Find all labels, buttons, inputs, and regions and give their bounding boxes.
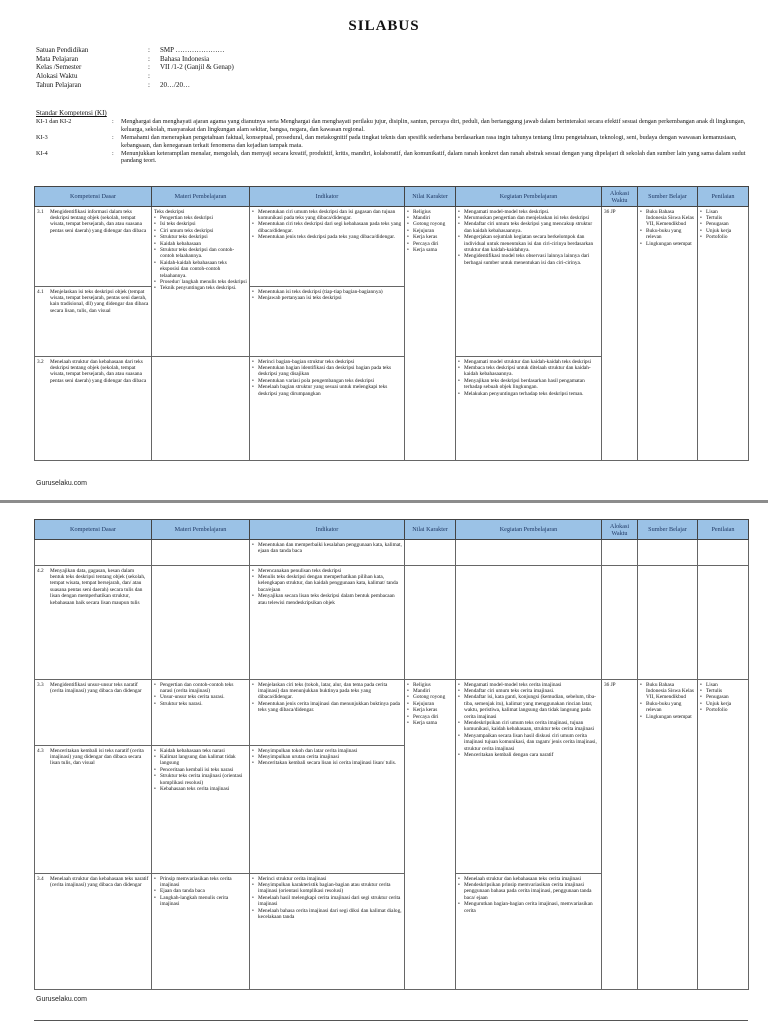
core-competency-block (36, 110, 748, 166)
list-item: • Menentukan jenis cerita imajinasi dan menunjukkan buktinya pada teks yang dibaca/didengar. (252, 701, 402, 714)
header-penilaian: Penilaian (698, 187, 749, 207)
meta-value: Bahasa Indonesia (160, 54, 210, 63)
kd-cell (35, 540, 152, 566)
ki-heading: Standar Kompetensi (KI) (36, 109, 107, 117)
indikator-cell (250, 746, 405, 874)
page-title: SILABUS (348, 18, 420, 34)
footer-site: Guruselaku.com (36, 480, 87, 487)
meta-value: 20…/20… (160, 80, 190, 89)
syllabus-table-2 (34, 519, 749, 990)
ki-row-3: KI-3 : Memahami dan menerapkan pengetahuan faktual, konseptual, prosedural, dan metakognitif pada tingkat teknis dan spesifik sederhana berdasarkan rasa ingin tahunya tentang ilmu pengetahuan, teknologi, seni, budaya dengan wawasan kemanusiaan, kebangsaan, dan kenegaraan terkait fenomena dan kejadian tampak mata. (36, 134, 748, 149)
ki-text: Memahami dan menerapkan pengetahuan faktual, konseptual, prosedural, dan metakognitif pada tingkat teknis dan spesifik sederhana berdasarkan rasa ingin tahunya tentang ilmu pengetahuan, teknologi, seni, budaya dengan wawasan kemanusiaan, kebangsaan, dan kenegaraan terkait fenomena dan kejadian tampak mata. (121, 134, 737, 149)
list-item: • Langkah-langkah menulis cerita imajinasi (154, 895, 247, 908)
list-item: • Tertulis (700, 215, 746, 221)
kd-text: Menjelaskan isi teks deskripsi objek (tempat wisata, tempat bersejarah, pentas seni daerah, kain tradisional, dll) yang didengar dan dibaca secara lisan, tulis, dan visual (50, 288, 149, 314)
meta-value (160, 72, 366, 81)
kd-number: 3.3 (37, 681, 44, 688)
penilaian-cell (698, 540, 749, 566)
list-item: • Kejujuran (407, 701, 453, 707)
list-item: • Menelaah struktur dan kebahasaan teks cerita imajinasi (458, 876, 599, 882)
kd-cell (35, 874, 152, 990)
penilaian-cell (698, 566, 749, 680)
list-item: • Isi teks deskripsi (154, 221, 247, 227)
list-item: • Kerja keras (407, 707, 453, 713)
kd-text: Menelaah struktur dan kebahasaan teks naratif (cerita imajinasi) yang dibaca dan didengar (50, 875, 149, 888)
list-item: • Mengamati model-model teks cerita imajinasi (458, 682, 599, 688)
alokasi-cell: 36 JP (602, 207, 638, 461)
kegiatan-cell (456, 680, 602, 874)
kegiatan-cell (456, 207, 602, 357)
list-item: • Percaya diri (407, 714, 453, 720)
list-item: • Menentukan jenis teks deskripsi pada teks yang dibaca/didengar. (252, 234, 402, 240)
header-nilai: Nilai Karakter (405, 187, 456, 207)
identity-row-year: Tahun Pelajaran : 20…/20… (36, 81, 366, 90)
indikator-cell (250, 874, 405, 990)
indikator-cell (250, 357, 405, 461)
header-materi: Materi Pembelajaran (152, 187, 250, 207)
list-item: • Struktur teks cerita imajinasi (orientasi komplikasi resolusi) (154, 773, 247, 786)
kd-cell (35, 746, 152, 874)
kd-number: 4.2 (37, 567, 44, 574)
identity-row-time: Alokasi Waktu : (36, 72, 366, 81)
list-item: • Kalimat langsung dan kalimat tidak langsung (154, 754, 247, 767)
list-item: • Menulis teks deskripsi dengan memperhatikan pilihan kata, kelengkapan struktur, dan kaidah penggunaan kata, kalimat/ tanda baca/ejaan (252, 574, 402, 593)
list-item: • Menelaah bahasa cerita imajinasi dari segi diksi dan kalimat dialog, kecelakaan tanda (252, 908, 402, 921)
list-item: • Menentukan dan memperbaiki kesalahan penggunaan kata, kalimat, ejaan dan tanda baca (252, 542, 402, 555)
header-indikator: Indikator (250, 187, 405, 207)
list-item: • Menentukan isi teks deskripsi (tiap-tiap bagian-bagiannya) (252, 289, 402, 295)
kd-cell (35, 566, 152, 680)
kd-text: Menelaah struktur dan kebahasaan dari teks deskripsi tentang objek (sekolah, tempat wisata, tempat bersejarah, dan atau suasana pentas seni daerah) yang didengar dan dibaca (50, 358, 147, 384)
list-item: • Buku Bahasa Indonesia Siswa Kelas VII, Kemendikbud (640, 682, 695, 701)
ki-text: Menghargai dan menghayati ajaran agama yang dianutnya serta Menghargai dan menghayati perilaku jujur, disiplin, santun, percaya diri, peduli, dan bertanggung jawab dalam berinteraksi secara efektif sesuai dengan perkembangan anak di lingkungan, keluarga, sekolah, masyarakat dan lingkungan alam sekitar, bangsa, negara, dan kawasan regional. (121, 118, 746, 133)
list-item: • Penceritaan kembali isi teks narasi (154, 767, 247, 773)
kegiatan-cell (456, 566, 602, 680)
list-item: • Melakukan penyuntingan terhadap teks deskripsi teman. (458, 391, 599, 397)
kd-number: 4.1 (37, 288, 44, 295)
header-alokasi: Alokasi Waktu (602, 520, 638, 540)
list-item: • Kaidah-kaidah kebahasaan teks eksposisi dan contoh-contoh telaahannya. (154, 260, 247, 279)
ki-label: KI-4 (36, 150, 48, 158)
list-item: • Mendeskripsikan prinsip memvariasikan cerita imajinasi penggunaan bahasa pada cerita imajinasi, penggunaan tanda baca/ ejaan (458, 882, 599, 901)
ki-text: Menunjukkan keterampilan menalar, mengolah, dan menyaji secara kreatif, produktif, kritis, mandiri, kolaboratif, dan komunikatif, dalam ranah konkret dan ranah abstrak sesuai dengan yang dipelajari di sekolah dan sumber lain yang sama dalam sudut pandang teori. (121, 150, 746, 165)
list-item: • Menyajikan secara lisan teks deskripsi dalam bentuk pembacaan atau telewisi mendeskripsikan objek (252, 593, 402, 606)
identity-row-class: Kelas /Semester : VII /1-2 (Ganjil & Genap) (36, 63, 366, 72)
kd-number: 3.2 (37, 358, 44, 365)
list-item: • Menelaah bagian struktur yang sesuai untuk melengkapi teks deskripsi yang dirumpangkan (252, 384, 402, 397)
sumber-cell (638, 566, 698, 680)
list-item: • Mandiri (407, 688, 453, 694)
meta-label: Kelas /Semester (36, 63, 82, 72)
alokasi-cell (602, 540, 638, 566)
header-kd: Kompetensi Dasar (35, 187, 152, 207)
indikator-cell (250, 566, 405, 680)
list-item: • Teknik penyuntingan teks deskripsi. (154, 285, 247, 291)
list-item: • Kaidah kebahasaan teks narasi (154, 748, 247, 754)
list-item: • Prinsip memvariasikan teks cerita imajinasi (154, 876, 247, 889)
list-item: • Pengertian teks deskripsi (154, 215, 247, 221)
list-item: • Kaidah kebahasaan (154, 241, 247, 247)
list-item: • Lisan (700, 209, 746, 215)
materi-cell (152, 207, 250, 357)
list-item: • Mendeskripsikan ciri umum teks cerita imajinasi, tujuan komunikasi, kaidah kebahasaan, struktur teks cerita imajinasi (458, 720, 599, 733)
list-item: • Mendaftar ciri umum teks deskripsi yang mencakup struktur dan kaidah kebahasaannya. (458, 221, 599, 234)
kd-text: Mengidentifikasi unsur-unsur teks naratif (cerita imajinasi) yang dibaca dan didengar (50, 681, 142, 694)
list-item: • Menentukan ciri teks deskripsi dari segi kebahasaan pada teks yang dibaca/didengar. (252, 221, 402, 234)
list-item: • Lingkungan setempat (640, 714, 695, 720)
kd-cell (35, 287, 152, 357)
kegiatan-cell (456, 874, 602, 990)
list-item: • Lingkungan setempat (640, 241, 695, 247)
list-item: • Pengertian dan contoh-contoh teks narasi (cerita imajinasi) (154, 682, 247, 695)
syllabus-page-1 (0, 0, 768, 500)
materi-cell (152, 874, 250, 990)
list-item: • Kejujuran (407, 228, 453, 234)
list-item: • Menyampaikan secara lisan hasil diskusi ciri umum cerita imajinasi tujuan komunikasi, dan ragam/ jenis cerita imajinasi, struktur cerita imajinasi (458, 733, 599, 752)
kd-number: 4.3 (37, 747, 44, 754)
header-penilaian: Penilaian (698, 520, 749, 540)
list-item: • Merumuskan pengertian dan menjelaskan isi teks deskripsi (458, 215, 599, 221)
meta-label: Mata Pelajaran (36, 54, 79, 63)
list-item: • Unsur-unsur teks cerita narasi. (154, 694, 247, 700)
list-item: • Membaca teks deskripsi untuk ditelaah struktur dan kaidah-kaidah kebahasaannya. (458, 365, 599, 378)
list-item: • Kebahasaan teks cerita imajinasi (154, 786, 247, 792)
list-item: • Tertulis (700, 688, 746, 694)
kegiatan-cell (456, 357, 602, 461)
list-item: • Mandiri (407, 215, 453, 221)
list-item: • Kerja sama (407, 247, 453, 253)
kegiatan-cell (456, 540, 602, 566)
list-item: • Menyimpulkan urutan cerita imajinasi (252, 754, 402, 760)
list-item: • Unjuk kerja (700, 701, 746, 707)
ki-row-4: KI-4 : Menunjukkan keterampilan menalar, mengolah, dan menyaji secara kreatif, produktif, kritis, mandiri, kolaboratif, dan komunikatif, dalam ranah konkret dan ranah abstrak sesuai dengan yang dipelajari di sekolah dan sumber lain yang sama dalam sudut pandang teori. (36, 150, 748, 165)
list-item: • Merencanakan penulisan teks deskripsi (252, 568, 402, 574)
materi-cell (152, 540, 250, 566)
list-item: • Mengurutkan bagian-bagian cerita imajinasi, memvariasikan cerita (458, 901, 599, 914)
list-item: • Menjawab pertanyaan isi teks deskripsi (252, 295, 402, 301)
list-item: • Kerja sama (407, 720, 453, 726)
nilai-cell (405, 566, 456, 680)
nilai-cell (405, 207, 456, 461)
meta-label: Satuan Pendidikan (36, 46, 89, 54)
list-item: • Unjuk kerja (700, 228, 746, 234)
indikator-cell (250, 207, 405, 287)
sumber-cell (638, 680, 698, 990)
kd-text: Mengidentifikasi informasi dalam teks deskripsi tentang objek (sekolah, tempat wisata, tempat bersejarah, dan atau suasana pentas seni daerah) yang didengar dan dibaca (50, 208, 147, 234)
list-item: • Ejaan dan tanda baca (154, 888, 247, 894)
header-kegiatan: Kegiatan Pembelajaran (456, 187, 602, 207)
list-item: • Gotong royong (407, 694, 453, 700)
list-item: • Penugasan (700, 221, 746, 227)
header-sumber: Sumber Belajar (638, 520, 698, 540)
penilaian-cell (698, 207, 749, 461)
indikator-cell (250, 540, 405, 566)
materi-cell (152, 680, 250, 746)
list-item: • Penugasan (700, 694, 746, 700)
meta-value: VII /1-2 (Ganjil & Genap) (160, 63, 234, 72)
ki-label: KI-3 (36, 134, 48, 142)
list-item: • Buku-buku yang relevan (640, 228, 695, 241)
header-kd: Kompetensi Dasar (35, 520, 152, 540)
footer-site: Guruselaku.com (36, 996, 87, 1003)
nilai-cell (405, 540, 456, 566)
meta-value: SMP ………………… (160, 46, 225, 54)
list-item: • Struktur teks deskripsi dan contoh-contoh telaahannya. (154, 247, 247, 260)
list-item: • Kerja keras (407, 234, 453, 240)
header-materi: Materi Pembelajaran (152, 520, 250, 540)
list-item: • Menentukan bagian identifikasi dan deskripsi bagian pada teks deskripsi yang disajikan (252, 365, 402, 378)
list-item: • Menyajikan teks deskripsi berdasarkan hasil pengamatan terhadap sebuah objek lingkungan. (458, 378, 599, 391)
penilaian-cell (698, 680, 749, 990)
sumber-cell (638, 207, 698, 461)
kd-number: 3.4 (37, 875, 44, 882)
header-nilai: Nilai Karakter (405, 520, 456, 540)
list-item: • Struktur teks deskripsi (154, 234, 247, 240)
list-item: • Gotong royong (407, 221, 453, 227)
list-item: • Buku-buku yang relevan (640, 701, 695, 714)
list-item: • Menceritakan kembali secara lisan isi cerita imajinasi lisan/ tulis. (252, 760, 402, 766)
kd-text: Menceritakan kembali isi teks naratif (cerita imajinasi) yang didengar dan dibaca secara lisan tulis, dan visual (50, 747, 144, 767)
list-item: • Buku Bahasa Indonesia Siswa Kelas VII, Kemendikbud (640, 209, 695, 228)
list-item: • Mendaftar isi, kata ganti, konjungsi (kemudian, sebelum, tiba-tiba, semenjak itu), kalimat yang menggunakan rincian latar, waktu, peristiwa, kalimat langsung dan tidak langsung pada cerita imajinasi (458, 694, 599, 720)
nilai-cell (405, 680, 456, 990)
kd-text: Menyajikan data, gagasan, kesan dalam bentuk teks deskripsi tentang objek (sekolah, tempat wisata, tempat bersejarah, dan/ atau suasana pentas seni daerah) secara tulis dan lisan dengan memperhatikan struktur, kebahasaan baik secara lisan maupun tulis (50, 567, 146, 606)
kd-cell (35, 357, 152, 461)
list-item: • Religius (407, 209, 453, 215)
syllabus-table-1 (34, 186, 749, 461)
list-item: • Menyimpulkan tokoh dan latar cerita imajinasi (252, 748, 402, 754)
list-item: • Mengerjakan sejumlah kegiatan secara berkelompok dan individual untuk menentukan isi dan ciri-cirinya berdasarkan struktur dan kaidah-kaidahnya. (458, 234, 599, 253)
list-item: • Portofolio (700, 234, 746, 240)
materi-cell (152, 357, 250, 461)
list-item: • Mengamati model-model teks deskripsi. (458, 209, 599, 215)
header-sumber: Sumber Belajar (638, 187, 698, 207)
indikator-cell (250, 680, 405, 746)
alokasi-cell: 36 JP (602, 680, 638, 990)
page-bottom-rule (34, 1020, 748, 1021)
header-kegiatan: Kegiatan Pembelajaran (456, 520, 602, 540)
list-item: • Mendaftar ciri umum teks cerita imajinasi. (458, 688, 599, 694)
list-item: • Lisan (700, 682, 746, 688)
list-item: • Ciri umum teks deskripsi (154, 228, 247, 234)
list-item: • Prosedur/ langkah menulis teks deskripsi (154, 279, 247, 285)
identity-block (36, 46, 366, 89)
meta-label: Tahun Pelajaran (36, 80, 82, 89)
identity-row-unit: Satuan Pendidikan : SMP ………………… (36, 46, 366, 55)
list-item: • Menyimpulkan karakteristik bagian-bagian atau struktur cerita imajinasi (orientasi komplikasi resolusi) (252, 882, 402, 895)
list-item: • Mengidentifikasi model teks observasi lainnya lainnya dari berbagai sumber untuk menentukan isi dan ciri-cirinya. (458, 253, 599, 266)
list-item: • Struktur teks narasi. (154, 701, 247, 707)
list-item: • Menentukan variasi pola pengembangan teks deskripsi (252, 378, 402, 384)
list-item: • Portofolio (700, 707, 746, 713)
materi-heading: Teks deskripsi (154, 208, 185, 215)
list-item: • Merinci bagian-bagian struktur teks deskripsi (252, 359, 402, 365)
syllabus-page-2 (0, 503, 768, 1024)
list-item: • Mengamati model struktur dan kaidah-kaidah teks deskripsi (458, 359, 599, 365)
ki-label: KI-1 dan KI-2 (36, 118, 72, 126)
meta-label: Alokasi Waktu (36, 72, 78, 81)
header-indikator: Indikator (250, 520, 405, 540)
ki-row-1-2: KI-1 dan KI-2 : Menghargai dan menghayati ajaran agama yang dianutnya serta Menghargai dan menghayati perilaku jujur, disiplin, santun, percaya diri, peduli, dan bertanggung jawab dalam berinteraksi secara efektif sesuai dengan perkembangan anak di lingkungan, keluarga, sekolah, masyarakat dan lingkungan alam sekitar, bangsa, negara, dan kawasan regional. (36, 118, 748, 133)
kd-cell (35, 207, 152, 287)
list-item: • Menentukan ciri umum teks deskripsi dan isi gagasan dan tujuan komunikasi pada teks yang dibaca/didengar. (252, 209, 402, 222)
list-item: • Menelaah hasil melengkapi cerita imajinasi dari segi struktur cerita imajinasi (252, 895, 402, 908)
header-alokasi: Alokasi Waktu (602, 187, 638, 207)
list-item: • Menjelaskan ciri teks (tokoh, latar, alur, dan tema pada cerita imajinasi) dan menunjukkan buktinya pada teks yang dibaca/didengar. (252, 682, 402, 701)
indikator-cell (250, 287, 405, 357)
list-item: • Percaya diri (407, 241, 453, 247)
list-item: • Menceritakan kembali dengan cara naratif (458, 752, 599, 758)
alokasi-cell (602, 566, 638, 680)
identity-row-subject: Mata Pelajaran : Bahasa Indonesia (36, 55, 366, 64)
list-item: • Merinci struktur cerita imajinasi (252, 876, 402, 882)
kd-cell (35, 680, 152, 746)
materi-cell (152, 746, 250, 874)
kd-number: 3.1 (37, 208, 44, 215)
materi-cell (152, 566, 250, 680)
list-item: • Religius (407, 682, 453, 688)
sumber-cell (638, 540, 698, 566)
